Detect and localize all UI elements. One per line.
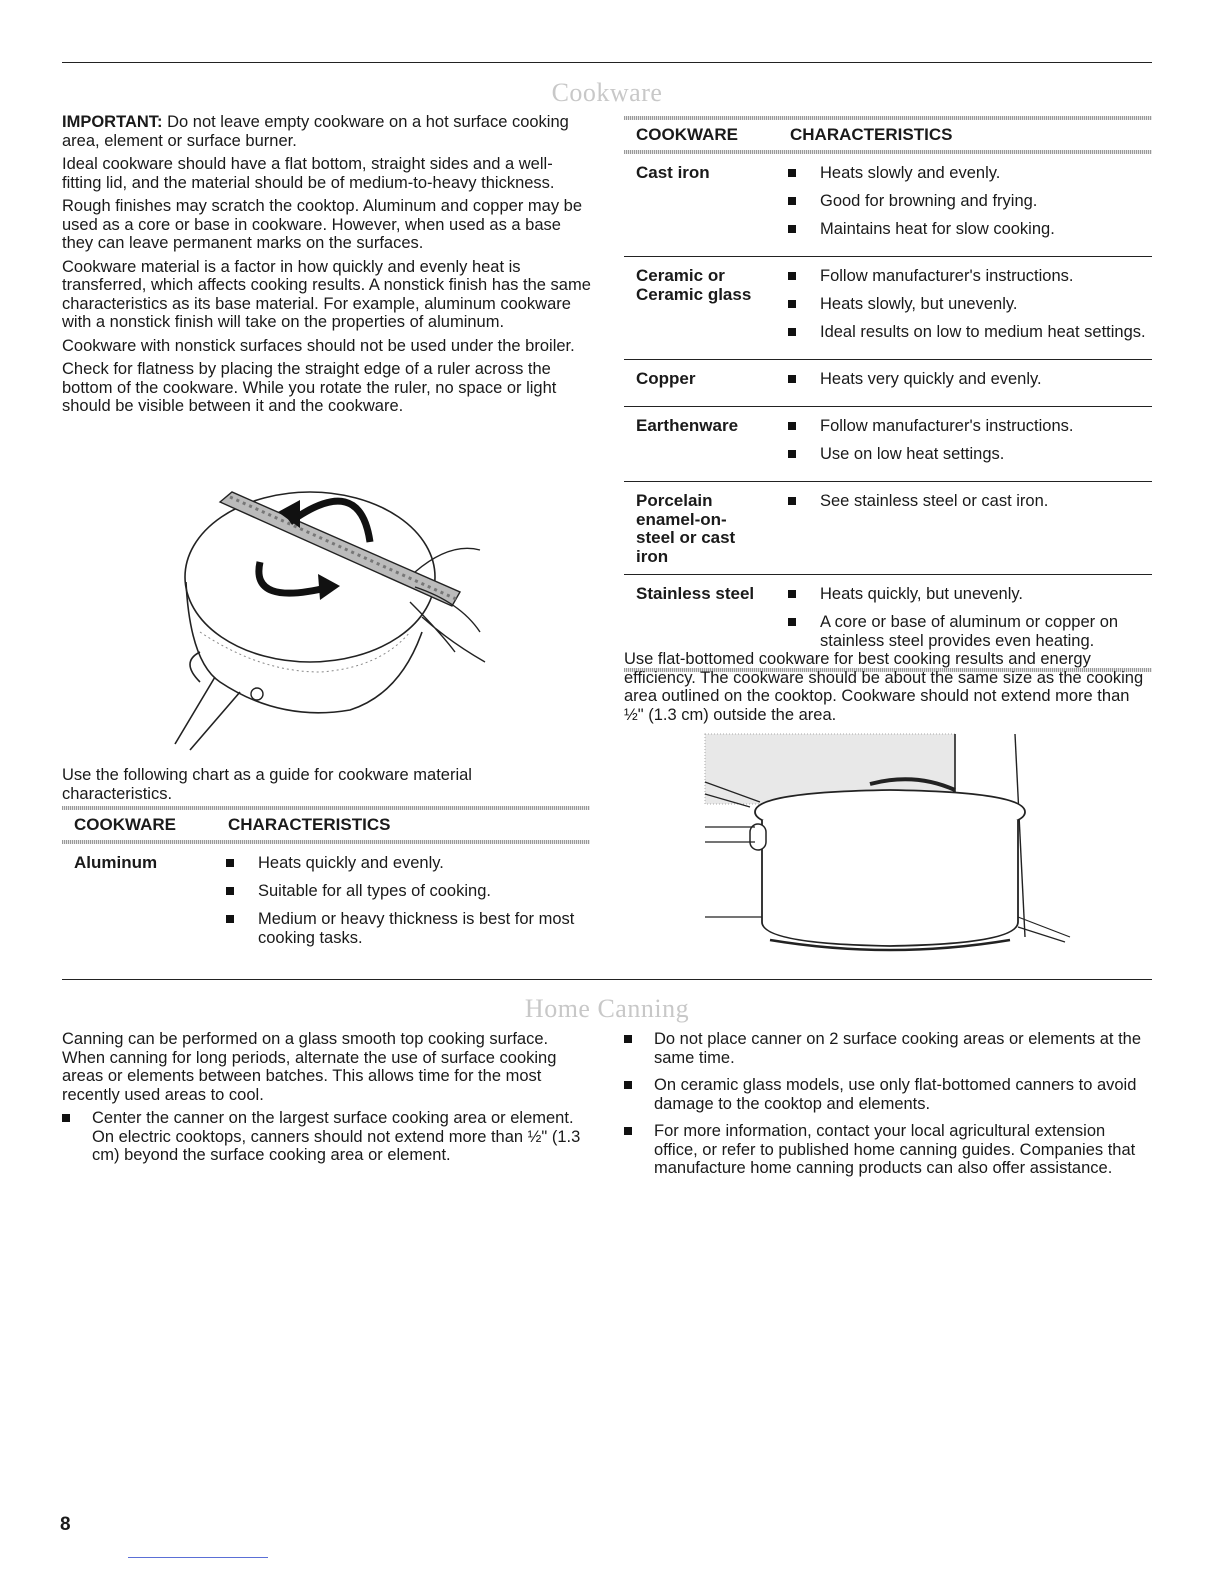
page-number: 8 xyxy=(60,1514,71,1535)
canning-bullet: Do not place canner on 2 surface cooking areas or elements at the same time. xyxy=(624,1030,1152,1067)
flat-bottom-paragraph: Use flat-bottomed cookware for best cooking results and energy efficiency. The cookware should be about the same size as the cooking area outlined on the cooktop. Cookware should not extend more than ½" (1.3 cm) outside the area. xyxy=(624,650,1144,724)
chart-intro: Use the following chart as a guide for cookware material characteristics. xyxy=(62,766,472,803)
cookware-section-title: Cookware xyxy=(551,78,663,107)
paragraph: Cookware with nonstick surfaces should not be used under the broiler. xyxy=(62,336,575,355)
table-row-porcelain: Porcelain enamel-on-steel or cast iron See stainless steel or cast iron. xyxy=(624,481,1152,574)
table-row-ceramic: Ceramic or Ceramic glass Follow manufacturer's instructions. Heats slowly, but unevenly. Ideal results on low to medium heat settings. xyxy=(624,256,1152,359)
characteristic: Suitable for all types of cooking. xyxy=(258,882,590,901)
paragraph: Cookware material is a factor in how quickly and evenly heat is transferred, which affects cooking results. A nonstick finish has the same characteristics as its base material. For example, aluminum cookware with a nonstick finish will take on the properties of aluminum. xyxy=(62,257,591,331)
characteristic: Medium or heavy thickness is best for most cooking tasks. xyxy=(258,910,590,947)
footer-mark xyxy=(128,1557,268,1558)
cookware-table-left xyxy=(62,806,590,965)
top-rule xyxy=(62,62,1152,63)
material-name: Aluminum xyxy=(74,853,158,872)
table-header: COOKWARE CHARACTERISTICS xyxy=(624,116,1152,154)
paragraph: Check for flatness by placing the straight edge of a ruler across the bottom of the cookware. While you rotate the ruler, no space or light should be visible between it and the cookware. xyxy=(62,360,557,415)
cookware-table-right xyxy=(624,116,1152,672)
cookware-left-text xyxy=(62,113,592,421)
canning-bullet: On ceramic glass models, use only flat-bottomed canners to avoid damage to the cooktop and elements. xyxy=(624,1076,1152,1113)
important-paragraph: IMPORTANT: Do not leave empty cookware on a hot surface cooking area, element or surface burner. xyxy=(62,113,569,150)
table-row-stainless-steel: Stainless steel Heats quickly, but unevenly. A core or base of aluminum or copper on stainless steel provides even heating. xyxy=(624,574,1152,668)
ruler-on-pan-illustration xyxy=(160,482,500,752)
paragraph: Ideal cookware should have a flat bottom, straight sides and a well-fitting lid, and the material should be of medium-to-heavy thickness. xyxy=(62,155,555,192)
canning-bullet: Center the canner on the largest surface cooking area or element. On electric cooktops, canners should not extend more than ½" (1.3 cm) beyond the surface cooking area or element. xyxy=(62,1109,590,1165)
canning-bullet: For more information, contact your local agricultural extension office, or refer to published home canning guides. Companies that manufacture home canning products can also offer assistance. xyxy=(624,1122,1152,1178)
table-header: COOKWARE CHARACTERISTICS xyxy=(62,806,590,844)
table-row-cast-iron: Cast iron Heats slowly and evenly. Good for browning and frying. Maintains heat for slow cooking. xyxy=(624,154,1152,256)
middle-rule xyxy=(62,979,1152,980)
canning-intro: Canning can be performed on a glass smooth top cooking surface. When canning for long periods, alternate the use of surface cooking areas or elements between batches. This allows time for the most recently used areas to cool. xyxy=(62,1030,557,1104)
home-canning-section-title: Home Canning xyxy=(524,994,690,1023)
table-row-copper: Copper Heats very quickly and evenly. xyxy=(624,359,1152,406)
pot-on-cooktop-illustration xyxy=(700,732,1080,957)
characteristic: Heats quickly and evenly. xyxy=(258,854,590,873)
table-row-earthenware: Earthenware Follow manufacturer's instructions. Use on low heat settings. xyxy=(624,406,1152,481)
paragraph: Rough finishes may scratch the cooktop. Aluminum and copper may be used as a core or base in cookware. However, when used as a base they can leave permanent marks on the surfaces. xyxy=(62,197,583,252)
home-canning-left-text xyxy=(62,1030,590,1174)
table-row-aluminum xyxy=(62,844,590,965)
home-canning-right-text xyxy=(624,1030,1152,1187)
